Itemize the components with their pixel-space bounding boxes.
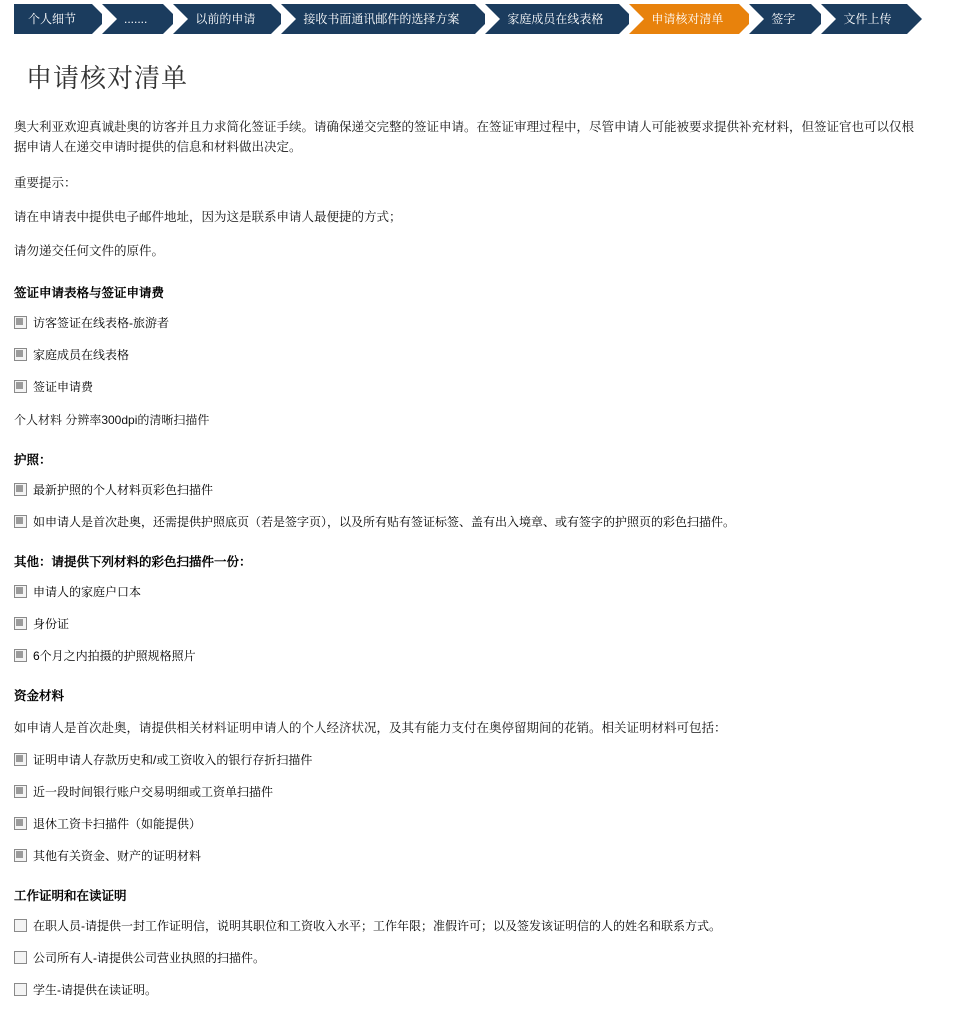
wizard-step-5[interactable] [629,4,739,34]
page-title: 申请核对清单 [26,63,189,93]
checklist-item[interactable] [14,848,914,864]
checkbox-icon[interactable] [14,348,27,361]
checklist-item[interactable] [14,982,914,998]
checklist-item-label: 6个月之内拍摄的护照规格照片 [33,649,196,663]
checkbox-icon[interactable] [14,951,27,964]
wizard-step-label: 签字 [771,12,796,26]
checklist-item-label: 退休工资卡扫描件（如能提供） [33,817,202,831]
wizard-step-0[interactable] [14,4,92,34]
checkbox-icon[interactable] [14,753,27,766]
checkbox-icon[interactable] [14,817,27,830]
wizard-step-7[interactable] [821,4,907,34]
wizard-step-label: 家庭成员在线表格 [507,12,604,26]
checklist-item[interactable] [14,379,914,395]
page-content [14,46,914,1014]
section-heading: 其他：请提供下列材料的彩色扫描件一份： [14,555,252,569]
section-heading: 资金材料 [14,689,65,703]
checklist-item[interactable] [14,816,914,832]
checklist-item[interactable] [14,752,914,768]
checklist-item[interactable] [14,648,914,664]
wizard-step-2[interactable] [173,4,271,34]
checklist-item[interactable] [14,616,914,632]
section-heading: 签证申请表格与签证申请费 [14,286,165,300]
checklist-item-label: 最新护照的个人材料页彩色扫描件 [33,483,214,497]
intro-paragraph: 奥大利亚欢迎真诚赴奥的访客并且力求简化签证手续。请确保递交完整的签证申请。在签证审理过程中，尽管申请人可能被要求提供补充材料，但签证官也可以仅根据申请人在递交申请时提供的信息和材料做出决定。 [14,120,915,154]
checklist-item-label: 家庭成员在线表格 [33,348,130,362]
checklist-item-label: 学生-请提供在读证明。 [33,983,157,997]
checklist-item[interactable] [14,784,914,800]
checklist-item-label: 证明申请人存款历史和/或工资收入的银行存折扫描件 [33,753,313,767]
wizard-step-6[interactable] [749,4,811,34]
checkbox-icon[interactable] [14,585,27,598]
wizard-step-label: 申请核对清单 [651,12,724,26]
important-label: 重要提示： [14,176,77,190]
checklist-item-label: 访客签证在线表格-旅游者 [33,316,169,330]
section-heading: 护照： [14,453,52,467]
checklist-item[interactable] [14,950,914,966]
checkbox-icon[interactable] [14,515,27,528]
checkbox-icon[interactable] [14,849,27,862]
wizard-step-label: 以前的申请 [195,12,256,26]
checklist-item-label: 签证申请费 [33,380,94,394]
checklist-item-label: 公司所有人-请提供公司营业执照的扫描件。 [33,951,265,965]
checklist-item[interactable] [14,514,914,530]
checklist-item-label: 其他有关资金、财产的证明材料 [33,849,202,863]
checklist-item-label: 身份证 [33,617,70,631]
checklist-item-label: 在职人员-请提供一封工作证明信，说明其职位和工资收入水平；工作年限；准假许可；以及签发该证明信的人的姓名和联系方式。 [33,919,722,933]
wizard-step-label: 个人细节 [28,12,77,26]
checkbox-icon[interactable] [14,785,27,798]
checkbox-icon[interactable] [14,483,27,496]
checkbox-icon[interactable] [14,983,27,996]
wizard-step-1[interactable] [102,4,163,34]
section-intro: 如申请人是首次赴奥，请提供相关材料证明申请人的个人经济状况，及其有能力支付在奥停留期间的花销。相关证明材料可包括： [14,721,727,735]
section-note: 个人材料 分辨率300dpi的清晰扫描件 [14,413,210,427]
checklist-item-label: 近一段时间银行账户交易明细或工资单扫描件 [33,785,274,799]
checklist-item[interactable] [14,347,914,363]
wizard-breadcrumb [14,4,917,34]
wizard-step-label: 文件上传 [843,12,892,26]
checklist-item-label: 申请人的家庭户口本 [33,585,142,599]
section-heading: 工作证明和在读证明 [14,889,127,903]
checkbox-icon[interactable] [14,380,27,393]
wizard-step-label: ....... [124,12,148,26]
checklist-item[interactable] [14,315,914,331]
checkbox-icon[interactable] [14,617,27,630]
checkbox-icon[interactable] [14,316,27,329]
wizard-step-4[interactable] [485,4,619,34]
checklist-item-label: 如申请人是首次赴奥，还需提供护照底页（若是签字页），以及所有贴有签证标签、盖有出入境章、或有签字的护照页的彩色扫描件。 [33,515,736,529]
important-note-2: 请勿递交任何文件的原件。 [14,244,165,258]
checkbox-icon[interactable] [14,649,27,662]
checklist-sections [14,283,914,998]
checkbox-icon[interactable] [14,919,27,932]
checklist-item[interactable] [14,918,914,934]
wizard-step-3[interactable] [281,4,475,34]
wizard-step-label: 接收书面通讯邮件的选择方案 [303,12,460,26]
checklist-item[interactable] [14,482,914,498]
checklist-item[interactable] [14,584,914,600]
important-note-1: 请在申请表中提供电子邮件地址，因为这是联系申请人最便捷的方式； [14,210,402,224]
